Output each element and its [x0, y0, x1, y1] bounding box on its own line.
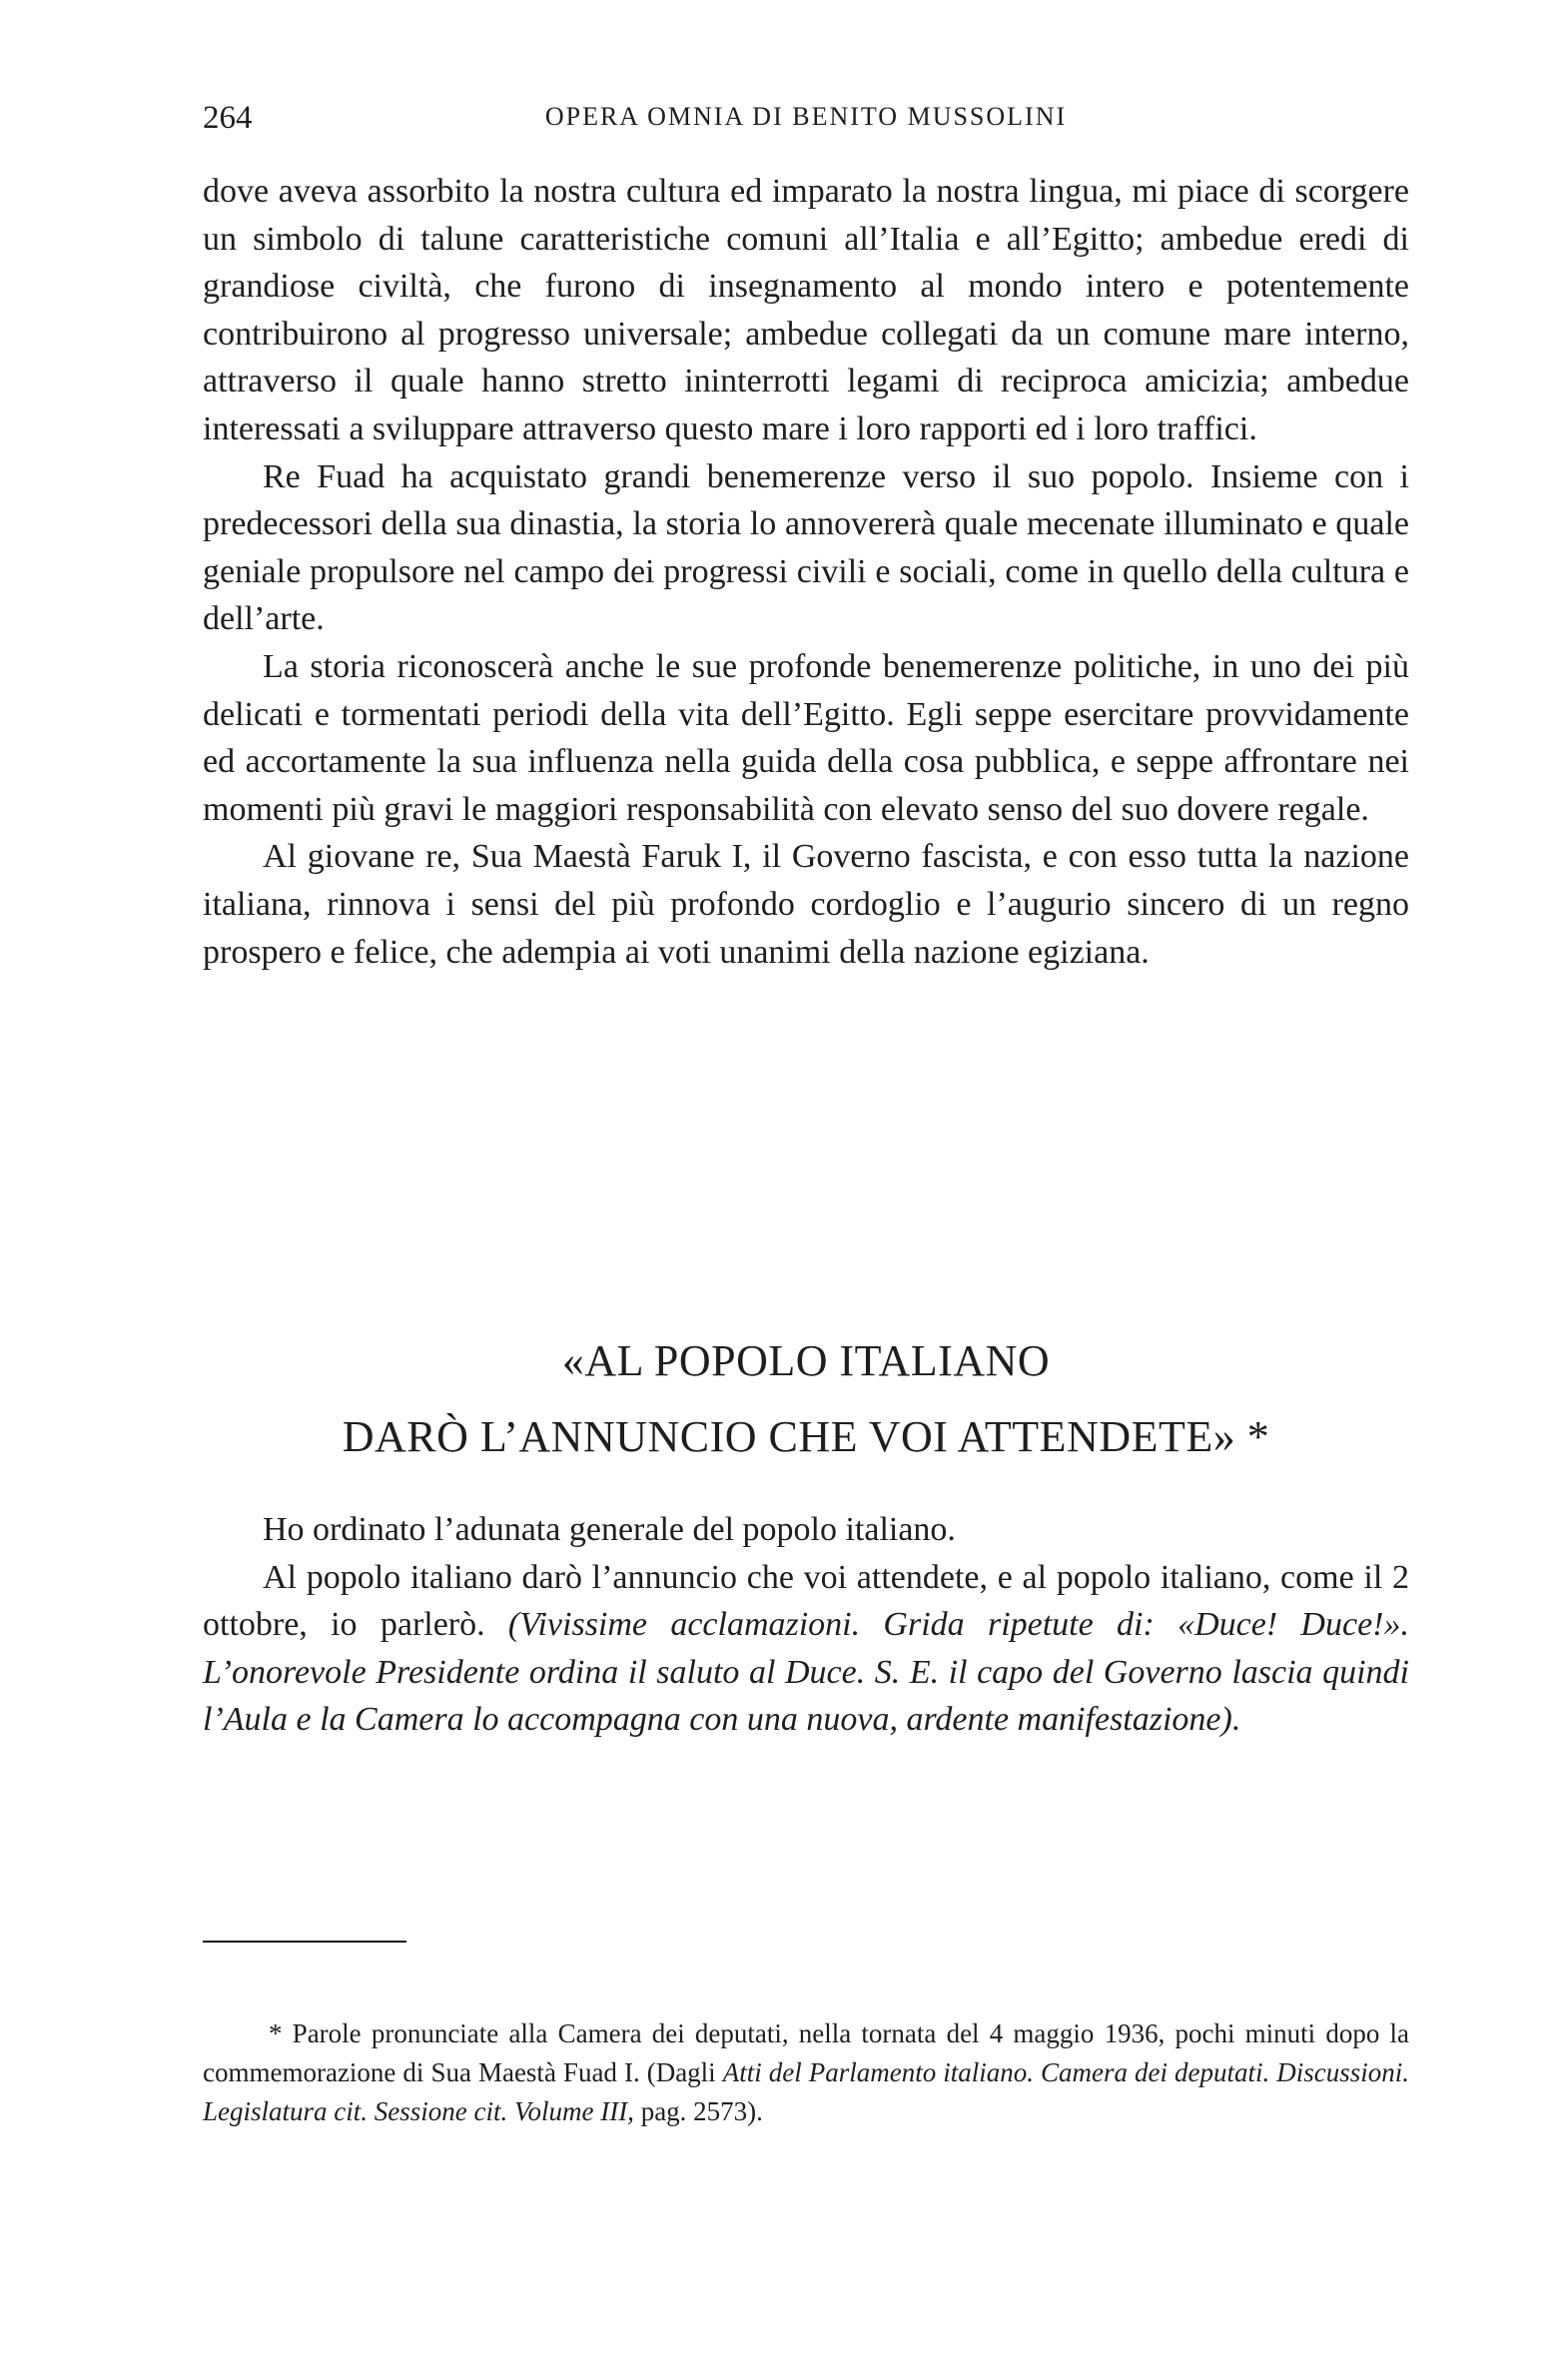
section-title-line-2: DARÒ L’ANNUNCIO CHE VOI ATTENDETE» * — [342, 1412, 1270, 1461]
running-title: OPERA OMNIA DI BENITO MUSSOLINI — [544, 102, 1068, 131]
section-title — [203, 1323, 1409, 1475]
page-number: 264 — [203, 100, 253, 136]
speech-text — [203, 1506, 1409, 1744]
speech-paragraph-2-text: Al popolo italiano darò l’annuncio che voi attendete, e al popolo italiano, come il 2 ottobre, io parlerò. — [203, 1558, 1409, 1644]
speech-paragraph-2 — [203, 1554, 1409, 1744]
running-head — [203, 100, 1409, 150]
paragraph-re-fuad: Re Fuad ha acquistato grandi benemerenze verso il suo popolo. Insieme con i predecessori della sua dinastia, la storia lo annovererà quale mecenate illuminato e quale geniale propulsore nel campo dei progressi civili e sociali, come in quello della cultura e dell’arte. — [203, 457, 1409, 638]
section-title-line-1: «AL POPOLO ITALIANO — [561, 1336, 1051, 1385]
paragraph-continued: dove aveva assorbito la nostra cultura ed imparato la nostra lingua, mi piace di scorgere un simbolo di talune caratteristiche comuni all’Italia e all’Egitto; ambedue eredi di grandiose civiltà, che furono di insegnamento al mondo intero e potentemente contribuirono al progresso universale; ambedue collegati da un comune mare interno, attraverso il quale hanno stretto ininterrotti legami di reciproca amicizia; ambedue interessati a sviluppare attraverso questo mare i loro rapporti ed i loro traffici. — [203, 173, 1409, 447]
footnote-divider — [203, 1941, 406, 1943]
footnote-source: Atti del Parlamento italiano. Camera dei deputati. Discussioni. Legislatura cit. Sessione cit. Volume III, — [203, 2057, 1409, 2126]
speech-stage-direction: (Vivissime acclamazioni. Grida ripetute di: «Duce! Duce!». L’onorevole Presidente ordina il saluto al Duce. S. E. il capo del Governo lascia quindi l’Aula e la Camera lo accompagna con una nuova, ardente manifestazione). — [203, 1606, 1409, 1739]
body-text — [203, 168, 1409, 976]
speech-paragraph-1: Ho ordinato l’adunata generale del popolo italiano. — [263, 1511, 956, 1548]
paragraph-storia: La storia riconoscerà anche le sue profonde benemerenze politiche, in uno dei più delicati e tormentati periodi della vita dell’Egitto. Egli seppe esercitare provvidamente ed accortamente la sua influenza nella guida della cosa pubblica, e seppe affrontare nei momenti più gravi le maggiori responsabilità con elevato senso del suo dovere regale. — [203, 647, 1409, 828]
footnote-page-ref: pag. 2573). — [633, 2096, 763, 2126]
footnote-text: * Parole pronunciate alla Camera dei deputati, nella tornata del 4 maggio 1936, pochi minuti dopo la commemorazione di Sua Maestà Fuad I. (Dagli — [203, 2018, 1409, 2087]
footnote — [203, 2014, 1409, 2131]
paragraph-giovane-re: Al giovane re, Sua Maestà Faruk I, il Governo fascista, e con esso tutta la nazione italiana, rinnova i sensi del più profondo cordoglio e l’augurio sincero di un regno prospero e felice, che adempia ai voti unanimi della nazione egiziana. — [203, 838, 1409, 971]
